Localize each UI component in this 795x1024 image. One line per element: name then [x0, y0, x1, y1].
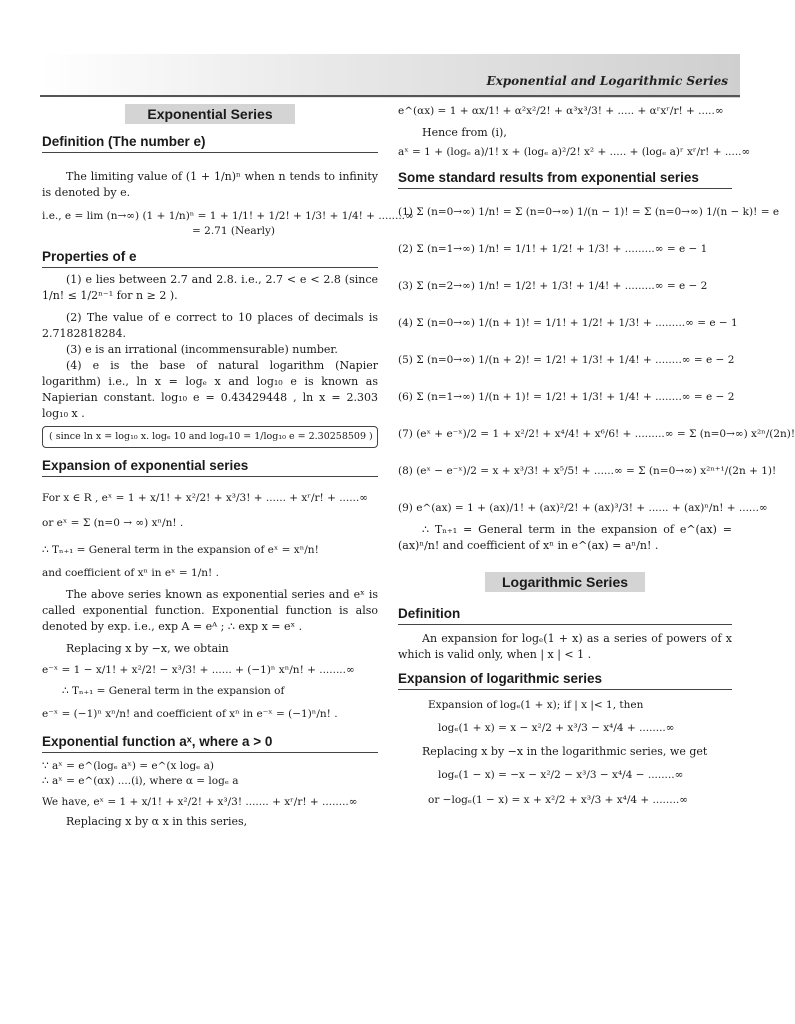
heading-definition-e: Definition (The number e) [42, 134, 378, 153]
standard-result-general-term: ∴ Tₙ₊₁ = General term in the expansion of e^(ax) = (ax)ⁿ/n! and coefficient of xⁿ in e^(ax) = aⁿ/n! . [398, 523, 732, 552]
function-step-2: ∴ aˣ = e^(αx) ....(i), where α = logₑ a [42, 775, 239, 787]
log-negative-formula-alt: or −logₑ(1 − x) = x + x²/2 + x³/3 + x⁴/4 + ........∞ [428, 794, 688, 806]
standard-result-4: (4) Σ (n=0→∞) 1/(n + 1)! = 1/1! + 1/2! + 1/3! + .........∞ = e − 1 [398, 317, 738, 329]
standard-result-2: (2) Σ (n=1→∞) 1/n! = 1/1! + 1/2! + 1/3! + .........∞ = e − 1 [398, 243, 708, 255]
property-2: (2) The value of e correct to 10 places of decimals is 2.7182818284. [42, 311, 378, 340]
left-column [42, 104, 414, 830]
heading-log-definition: Definition [398, 606, 732, 625]
function-replacing: Replacing x by α x in this series, [66, 815, 248, 828]
right-column [398, 104, 795, 808]
a-power-x-series: aˣ = 1 + (logₑ a)/1! x + (logₑ a)²/2! x² + ..... + (logₑ a)ʳ xʳ/r! + .....∞ [398, 146, 751, 158]
property-3: (3) e is an irrational (incommensurable) number. [66, 343, 338, 356]
function-series: We have, eˣ = 1 + x/1! + x²/2! + x³/3! ....... + xʳ/r! + ........∞ [42, 796, 358, 808]
hence-text: Hence from (i), [422, 126, 507, 139]
section-heading-exponential-series: Exponential Series [125, 104, 295, 124]
heading-expansion-exponential: Expansion of exponential series [42, 458, 378, 477]
expansion-coefficient: and coefficient of xⁿ in eˣ = 1/n! . [42, 567, 219, 579]
running-header-title: Exponential and Logarithmic Series [486, 74, 728, 88]
heading-properties: Properties of e [42, 249, 378, 268]
expansion-sigma: or eˣ = Σ (n=0 → ∞) xⁿ/n! . [42, 517, 184, 529]
property-note-box: ( since ln x = log₁₀ x. logₑ 10 and logₑ10 = 1/log₁₀ e = 2.30258509 ) [42, 426, 378, 448]
property-4: (4) e is the base of natural logarithm (Napier logarithm) i.e., ln x = logₑ x and log₁₀ e is known as Napierian constant. log₁₀ e = 0.43429448 , ln x = 2.303 log₁₀ x . [42, 359, 378, 420]
heading-standard-results: Some standard results from exponential series [398, 170, 732, 189]
replacing-text: Replacing x by −x, we obtain [66, 642, 229, 655]
log-replacing-text: Replacing x by −x in the logarithmic series, we get [422, 745, 708, 758]
definition-value: = 2.71 (Nearly) [192, 225, 276, 237]
negative-general-term: ∴ Tₙ₊₁ = General term in the expansion of [62, 685, 285, 697]
expansion-general-term: ∴ Tₙ₊₁ = General term in the expansion of eˣ = xⁿ/n! [42, 544, 319, 556]
standard-result-5: (5) Σ (n=0→∞) 1/(n + 2)! = 1/2! + 1/3! + 1/4! + ........∞ = e − 2 [398, 354, 735, 366]
function-step-1: ∵ aˣ = e^(logₑ aˣ) = e^(x logₑ a) [42, 760, 214, 772]
standard-result-3: (3) Σ (n=2→∞) 1/n! = 1/2! + 1/3! + 1/4! + .........∞ = e − 2 [398, 280, 708, 292]
definition-text: The limiting value of (1 + 1/n)ⁿ when n tends to infinity is denoted by e. [42, 170, 378, 199]
definition-limit-formula: i.e., e = lim (n→∞) (1 + 1/n)ⁿ = 1 + 1/1! + 1/2! + 1/3! + 1/4! + ........∞ [42, 210, 414, 222]
log-definition-text: An expansion for logₑ(1 + x) as a series of powers of x which is valid only, when | x | < 1 . [398, 632, 732, 661]
negative-expansion-formula: e⁻ˣ = 1 − x/1! + x²/2! − x³/3! + ...... + (−1)ⁿ xⁿ/n! + ........∞ [42, 664, 355, 676]
standard-result-8: (8) (eˣ − e⁻ˣ)/2 = x + x³/3! + x⁵/5! + ......∞ = Σ (n=0→∞) x²ⁿ⁺¹/(2n + 1)! [398, 465, 777, 477]
heading-exponential-function: Exponential function aˣ, where a > 0 [42, 734, 378, 753]
section-heading-logarithmic-series: Logarithmic Series [485, 572, 645, 592]
standard-result-9: (9) e^(ax) = 1 + (ax)/1! + (ax)²/2! + (ax)³/3! + ...... + (ax)ⁿ/n! + ......∞ [398, 502, 768, 514]
log-expansion-intro: Expansion of logₑ(1 + x); if | x |< 1, then [428, 699, 644, 711]
log-expansion-formula: logₑ(1 + x) = x − x²/2 + x³/3 − x⁴/4 + ........∞ [438, 722, 675, 734]
expansion-formula: For x ∈ R , eˣ = 1 + x/1! + x²/2! + x³/3! + ...... + xʳ/r! + ......∞ [42, 492, 368, 504]
log-negative-formula: logₑ(1 − x) = −x − x²/2 − x³/3 − x⁴/4 − ........∞ [438, 769, 684, 781]
alpha-series: e^(αx) = 1 + αx/1! + α²x²/2! + α³x³/3! + ..... + αʳxʳ/r! + .....∞ [398, 105, 724, 117]
heading-log-expansion: Expansion of logarithmic series [398, 671, 732, 690]
header-rule [40, 95, 740, 97]
property-1: (1) e lies between 2.7 and 2.8. i.e., 2.7 < e < 2.8 (since 1/n! ≤ 1/2ⁿ⁻¹ for n ≥ 2 ). [42, 273, 378, 302]
standard-result-1: (1) Σ (n=0→∞) 1/n! = Σ (n=0→∞) 1/(n − 1)! = Σ (n=0→∞) 1/(n − k)! = e [398, 206, 780, 218]
expansion-paragraph: The above series known as exponential series and eˣ is called exponential function. Exponential function is also denoted by exp. i.e., exp A = eᴬ ; ∴ exp x = eˣ . [42, 588, 378, 633]
standard-result-7: (7) (eˣ + e⁻ˣ)/2 = 1 + x²/2! + x⁴/4! + x⁶/6! + .........∞ = Σ (n=0→∞) x²ⁿ/(2n)! [398, 428, 795, 440]
standard-result-6: (6) Σ (n=1→∞) 1/(n + 1)! = 1/2! + 1/3! + 1/4! + ........∞ = e − 2 [398, 391, 735, 403]
negative-coefficient: e⁻ˣ = (−1)ⁿ xⁿ/n! and coefficient of xⁿ in e⁻ˣ = (−1)ⁿ/n! . [42, 708, 338, 720]
